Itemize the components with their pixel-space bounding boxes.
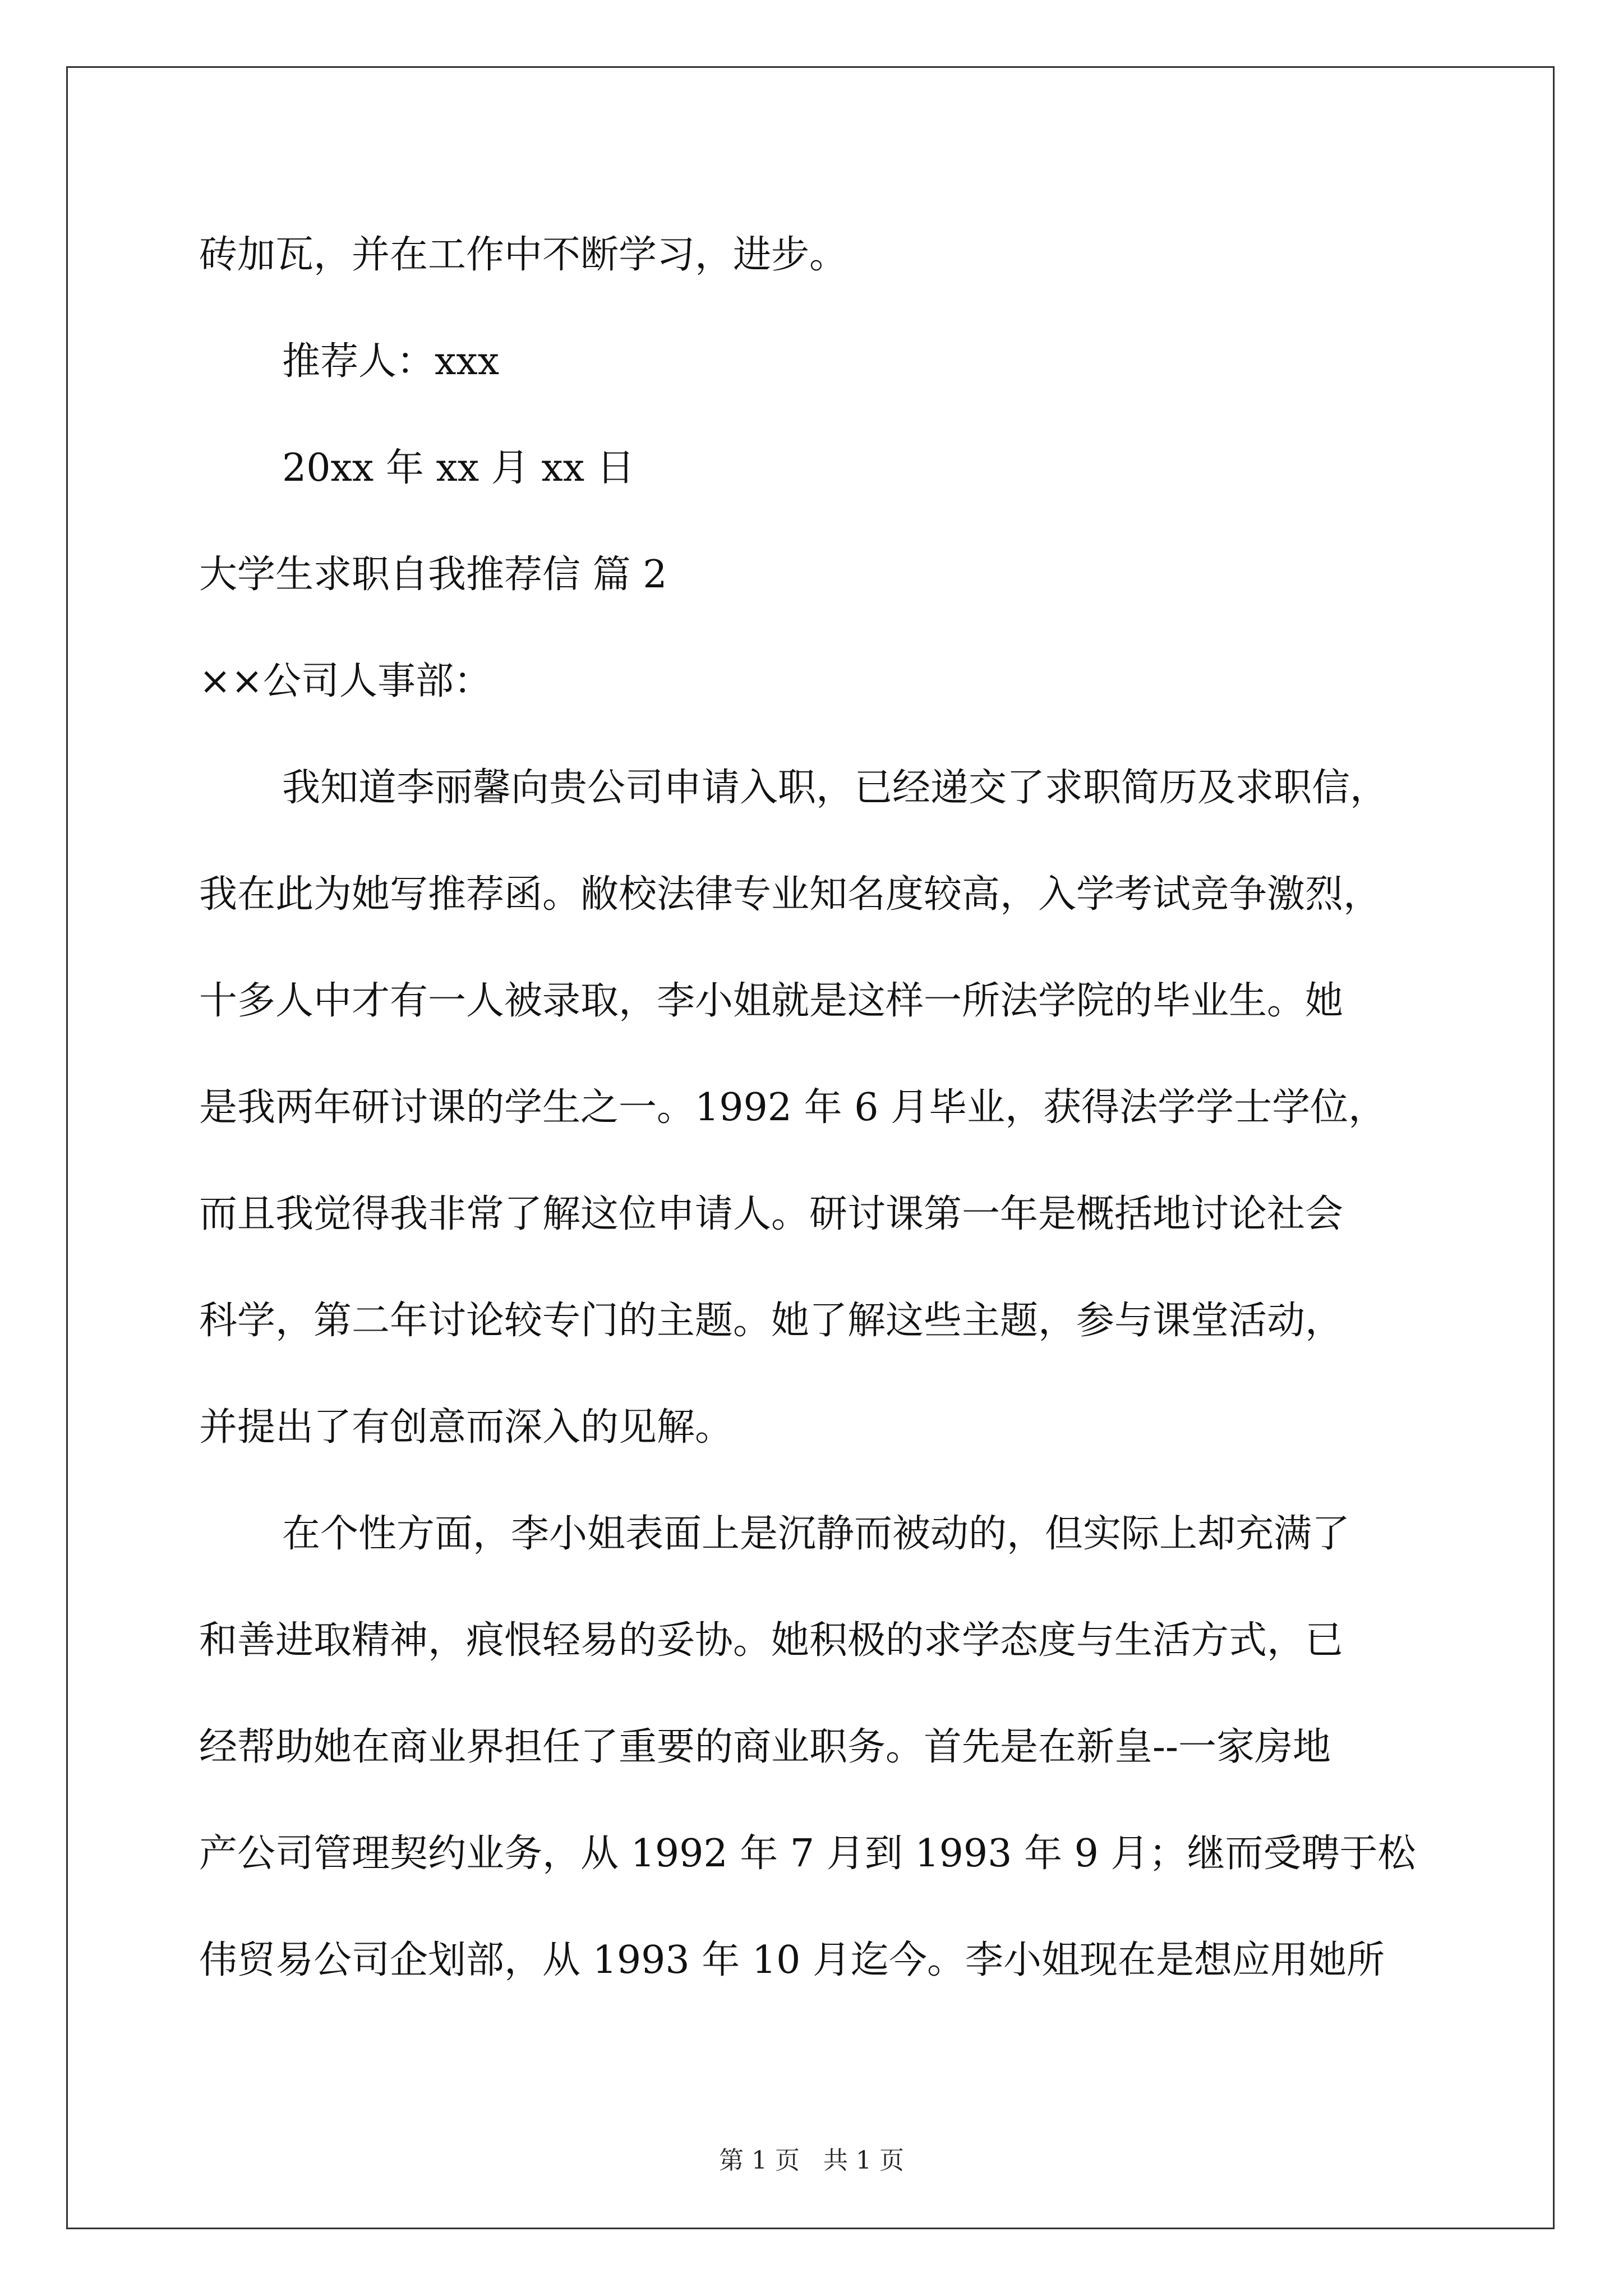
text-line: 砖加瓦，并在工作中不断学习，进步。	[199, 233, 848, 277]
document-body	[199, 202, 1427, 2014]
text-line: 并提出了有创意而深入的见解。	[199, 1405, 734, 1450]
text-line: 和善进取精神，痕恨轻易的妥协。她积极的求学态度与生活方式，已	[199, 1618, 1344, 1663]
text-line: 产公司管理契约业务，从 1992 年 7 月到 1993 年 9 月；继而受聘于松	[199, 1832, 1416, 1876]
text-line: 伟贸易公司企划部，从 1993 年 10 月迄今。李小姐现在是想应用她所	[199, 1938, 1385, 1982]
text-line: 是我两年研讨课的学生之一。1992 年 6 月毕业，获得法学学士学位，	[199, 1085, 1387, 1130]
page-footer: 第 1 页 共 1 页	[719, 2146, 904, 2175]
text-line: 科学，第二年讨论较专门的主题。她了解这些主题，参与课堂活动，	[199, 1299, 1344, 1343]
date-line: 20xx 年 xx 月 xx 日	[282, 446, 635, 490]
text-line: 经帮助她在商业界担任了重要的商业职务。首先是在新皇--一家房地	[199, 1725, 1331, 1769]
section-title: 大学生求职自我推荐信 篇 2	[199, 553, 667, 597]
text-line: 而且我觉得我非常了解这位申请人。研讨课第一年是概括地讨论社会	[199, 1192, 1344, 1236]
text-line: 我在此为她写推荐函。敝校法律专业知名度较高，入学考试竞争激烈，	[199, 872, 1382, 917]
text-line: 我知道李丽馨向贵公司申请入职，已经递交了求职简历及求职信，	[282, 766, 1389, 810]
recommender-line: 推荐人：xxx	[282, 339, 500, 384]
text-line: 在个性方面，李小姐表面上是沉静而被动的，但实际上却充满了	[282, 1512, 1350, 1556]
text-line: 十多人中才有一人被录取，李小姐就是这样一所法学院的毕业生。她	[199, 979, 1344, 1023]
salutation: ××公司人事部：	[199, 659, 492, 703]
